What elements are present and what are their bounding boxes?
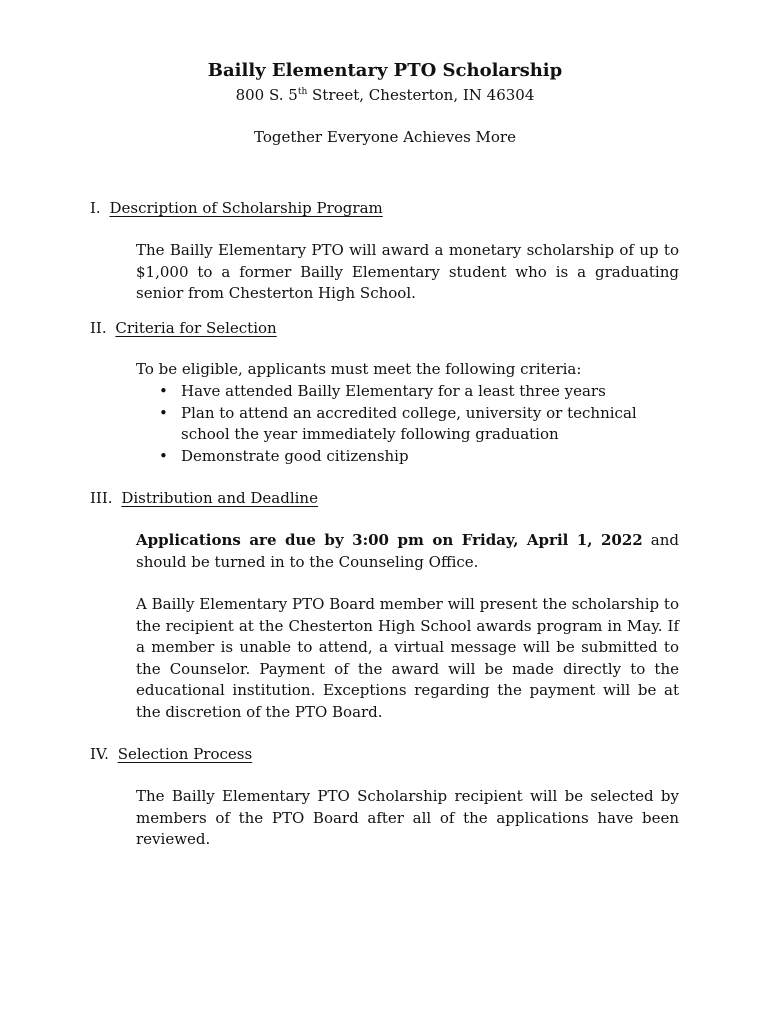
list-item <box>136 403 679 446</box>
section-3-number: III. <box>90 489 113 507</box>
bullet-icon: • <box>159 403 168 422</box>
document-title: Bailly Elementary PTO Scholarship <box>207 60 563 81</box>
list-item-text: Demonstrate good citizenship <box>181 446 409 465</box>
section-2-number: II. <box>90 319 107 337</box>
list-item <box>136 381 679 403</box>
list-item <box>136 446 679 468</box>
criteria-list <box>136 381 679 467</box>
motto: Together Everyone Achieves More <box>254 128 516 146</box>
address-line <box>0 84 770 106</box>
document-header <box>0 58 770 148</box>
section-3-heading <box>90 487 318 509</box>
section-4-heading <box>90 743 252 765</box>
deadline-rest-text: and should be turned in to the Counseling Office. <box>136 531 679 571</box>
section-1-heading <box>90 197 383 219</box>
section-3-title: Distribution and Deadline <box>121 489 318 507</box>
address-ordinal-suffix: th <box>297 87 308 97</box>
section-2-heading <box>90 317 277 339</box>
section-4-title: Selection Process <box>117 745 253 763</box>
section-1-title: Description of Scholarship Program <box>109 199 383 217</box>
address-rest: Street, Chesterton, IN 46304 <box>307 86 535 104</box>
section-1-number: I. <box>90 199 101 217</box>
section-4-number: IV. <box>90 745 109 763</box>
section-1-paragraph: The Bailly Elementary PTO will award a monetary scholarship of up to $1,000 to a former Bailly Elementary student who is a graduating senior from Chesterton High School. <box>136 241 679 302</box>
section-2-intro: To be eligible, applicants must meet the following criteria: <box>136 360 582 378</box>
deadline-paragraph <box>136 530 679 573</box>
bullet-icon: • <box>159 446 168 465</box>
section-4-paragraph: The Bailly Elementary PTO Scholarship recipient will be selected by members of the PTO Board after all of the applications have been reviewed. <box>136 787 679 848</box>
section-3-paragraph: A Bailly Elementary PTO Board member will present the scholarship to the recipient at the Chesterton High School awards program in May. If a member is unable to attend, a virtual message will be submitted to the Counselor. Payment of the award will be made directly to the educational institution. Exceptions regarding the payment will be at the discretion of the PTO Board. <box>136 595 679 721</box>
address-street-number: 800 S. 5 <box>235 86 298 104</box>
list-item-text: Have attended Bailly Elementary for a least three years <box>181 382 606 400</box>
bullet-icon: • <box>159 382 168 400</box>
deadline-bold-text: Applications are due by 3:00 pm on Friday, April 1, 2022 <box>136 531 643 549</box>
section-2-title: Criteria for Selection <box>115 319 277 337</box>
list-item-text: Plan to attend an accredited college, university or technical school the year immediately following graduation <box>181 403 637 443</box>
